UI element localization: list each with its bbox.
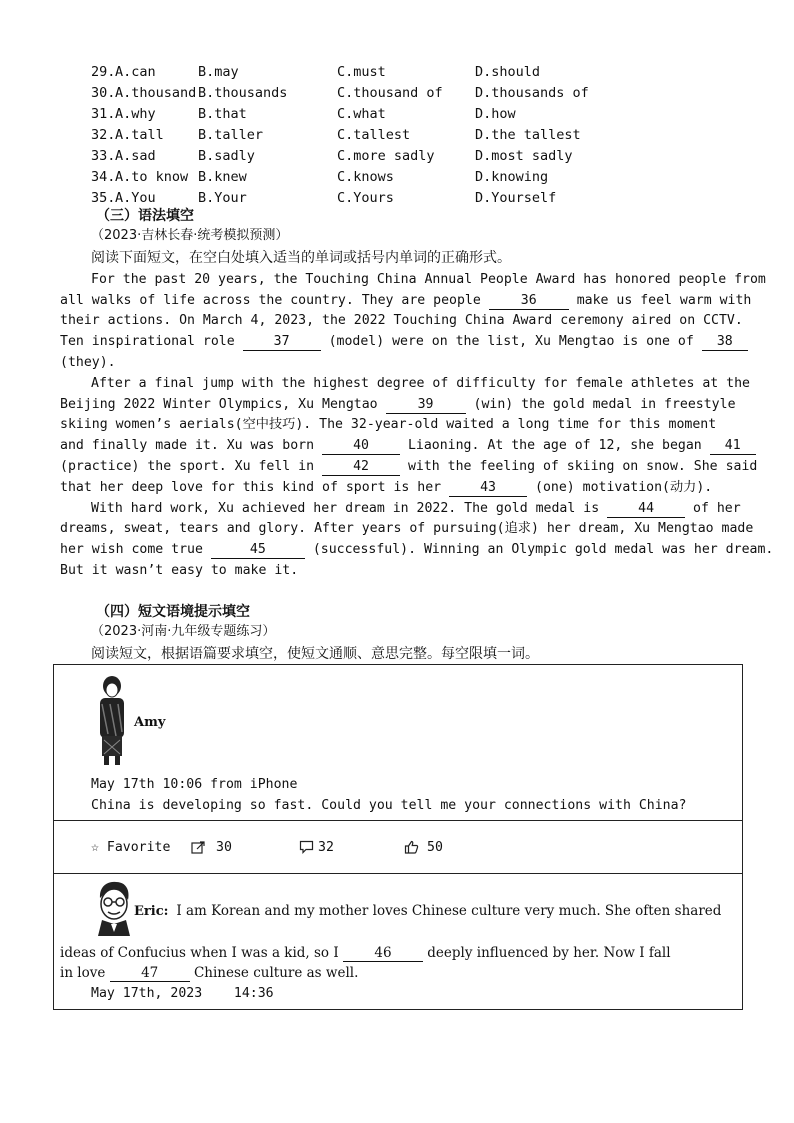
option-a[interactable]: A.tall	[115, 127, 164, 143]
option-a[interactable]: A.to know	[115, 169, 189, 185]
blank-45[interactable]: 45	[211, 542, 305, 559]
blank-43[interactable]: 43	[449, 480, 527, 497]
p3-text-a: With hard work, Xu achieved her dream in 2022. The gold medal is	[91, 501, 600, 516]
reply-text-d: in love	[60, 965, 106, 981]
p2-text-d: Liaoning. At the age of 12, she began	[407, 438, 702, 453]
p2-text-h: (one) motivation(动力).	[535, 480, 713, 495]
blank-40[interactable]: 40	[322, 438, 400, 455]
p1-line3: their actions. On March 4, 2023, the 2022 Touching China Award ceremony aired on CCTV.	[60, 313, 743, 328]
option-c[interactable]: C.must	[337, 64, 386, 80]
option-d[interactable]: D.should	[475, 64, 541, 80]
reply-text-b: ideas of Confucius when I was a kid, so I	[60, 945, 339, 961]
question-number: 31.	[91, 106, 116, 122]
p2-line6	[60, 478, 712, 498]
option-b[interactable]: B.may	[198, 64, 239, 80]
option-c[interactable]: C.Yours	[337, 190, 394, 206]
p2-text-a: Beijing 2022 Winter Olympics, Xu Mengtao	[60, 397, 378, 412]
option-a[interactable]: A.can	[115, 64, 156, 80]
p1-text-c: Ten inspirational role	[60, 334, 235, 349]
option-c[interactable]: C.knows	[337, 169, 394, 185]
section4-heading: （四）短文语境提示填空	[96, 604, 250, 620]
option-b[interactable]: B.taller	[198, 127, 264, 143]
option-c[interactable]: C.tallest	[337, 127, 411, 143]
p2-text-g: that her deep love for this kind of sport is her	[60, 480, 442, 495]
option-a[interactable]: A.why	[115, 106, 156, 122]
p1-text-d: (model) were on the list, Xu Mengtao is one of	[328, 334, 694, 349]
amy-avatar	[90, 674, 134, 768]
option-d[interactable]: D.knowing	[475, 169, 549, 185]
option-a[interactable]: A.sad	[115, 148, 156, 164]
p1-text-a: all walks of life across the country. They are people	[60, 293, 481, 308]
reply-line1	[134, 901, 721, 922]
p2-line4	[60, 436, 756, 456]
p2-text-b: (win) the gold medal in freestyle	[473, 397, 736, 412]
reply-line2	[60, 943, 671, 963]
favorite-action[interactable]	[91, 838, 170, 858]
reply-text-a: I am Korean and my mother loves Chinese culture very much. She often shared	[176, 903, 722, 919]
option-b[interactable]: B.knew	[198, 169, 247, 185]
p3-text-b: of her	[693, 501, 741, 516]
p3-line2: dreams, sweat, tears and glory. After years of pursuing(追求) her dream, Xu Mengtao made	[60, 521, 754, 536]
blank-41[interactable]: 41	[710, 438, 756, 455]
p1-line1: For the past 20 years, the Touching China Annual People Award has honored people from	[91, 272, 766, 287]
option-b[interactable]: B.that	[198, 106, 247, 122]
blank-46[interactable]: 46	[343, 945, 423, 962]
option-c[interactable]: C.what	[337, 106, 386, 122]
p2-line5	[60, 457, 757, 477]
divider	[53, 820, 743, 821]
question-number: 35.	[91, 190, 116, 206]
p2-text-f: with the feeling of skiing on snow. She said	[407, 459, 758, 474]
option-a[interactable]: A.thousand	[115, 85, 197, 101]
post-meta: May 17th 10:06 from iPhone	[91, 777, 298, 792]
star-icon: ☆	[91, 840, 99, 855]
section3-instruction: 阅读下面短文，在空白处填入适当的单词或括号内单词的正确形式。	[91, 250, 511, 266]
option-d[interactable]: D.the tallest	[475, 127, 581, 143]
blank-47[interactable]: 47	[110, 965, 190, 982]
p1-line4	[60, 332, 748, 352]
share-count: 30	[216, 840, 232, 855]
blank-39[interactable]: 39	[386, 397, 466, 414]
favorite-label: Favorite	[106, 840, 171, 855]
thumbs-up-icon[interactable]	[404, 840, 419, 854]
section4-source: （2023·河南·九年级专题练习）	[91, 624, 276, 639]
p2-line3: skiing women’s aerials(空中技巧). The 32-year-old waited a long time for this moment	[60, 417, 717, 432]
option-d[interactable]: D.thousands of	[475, 85, 589, 101]
option-a[interactable]: A.You	[115, 190, 156, 206]
blank-36[interactable]: 36	[489, 293, 569, 310]
section3-heading: （三）语法填空	[96, 208, 194, 224]
option-b[interactable]: B.sadly	[198, 148, 255, 164]
reply-text-c: deeply influenced by her. Now I fall	[427, 945, 671, 961]
section3-source: （2023·吉林长春·统考模拟预测）	[91, 228, 289, 243]
p2-text-e: (practice) the sport. Xu fell in	[60, 459, 315, 474]
comment-icon[interactable]	[299, 840, 314, 854]
divider	[53, 873, 743, 874]
p2-text-c: and finally made it. Xu was born	[60, 438, 315, 453]
section4-instruction: 阅读短文，根据语篇要求填空，使短文通顺、意思完整。每空限填一词。	[91, 646, 539, 662]
question-number: 30.	[91, 85, 116, 101]
reply-text-e: Chinese culture as well.	[193, 965, 359, 981]
eric-avatar	[94, 880, 134, 936]
question-number: 33.	[91, 148, 116, 164]
reply-date: May 17th, 2023 14:36	[91, 986, 274, 1001]
question-number: 34.	[91, 169, 116, 185]
option-b[interactable]: B.Your	[198, 190, 247, 206]
share-icon[interactable]	[191, 840, 206, 855]
option-d[interactable]: D.how	[475, 106, 516, 122]
option-c[interactable]: C.thousand of	[337, 85, 443, 101]
p3-text-c: her wish come true	[60, 542, 203, 557]
p2-line2	[60, 395, 736, 415]
reply-username[interactable]: Eric:	[134, 904, 169, 919]
p1-line2	[60, 291, 751, 311]
post-text: China is developing so fast. Could you tell me your connections with China?	[91, 798, 687, 813]
option-d[interactable]: D.Yourself	[475, 190, 557, 206]
reply-line3	[60, 963, 358, 983]
p1-text-b: make us feel warm with	[576, 293, 752, 308]
blank-37[interactable]: 37	[243, 334, 321, 351]
like-count: 50	[427, 840, 443, 855]
option-b[interactable]: B.thousands	[198, 85, 288, 101]
blank-38[interactable]: 38	[702, 334, 748, 351]
option-d[interactable]: D.most sadly	[475, 148, 573, 164]
p2-line1: After a final jump with the highest degree of difficulty for female athletes at the	[91, 376, 750, 391]
p3-line1	[91, 499, 741, 519]
post-username[interactable]: Amy	[134, 715, 166, 730]
comment-count: 32	[318, 840, 334, 855]
blank-42[interactable]: 42	[322, 459, 400, 476]
p3-line3	[60, 540, 773, 560]
p3-text-d: (successful). Winning an Olympic gold medal was her dream.	[312, 542, 774, 557]
option-c[interactable]: C.more sadly	[337, 148, 435, 164]
p1-line5: (they).	[60, 355, 116, 370]
question-number: 29.	[91, 64, 116, 80]
question-number: 32.	[91, 127, 116, 143]
p3-line4: But it wasn’t easy to make it.	[60, 563, 299, 578]
blank-44[interactable]: 44	[607, 501, 685, 518]
